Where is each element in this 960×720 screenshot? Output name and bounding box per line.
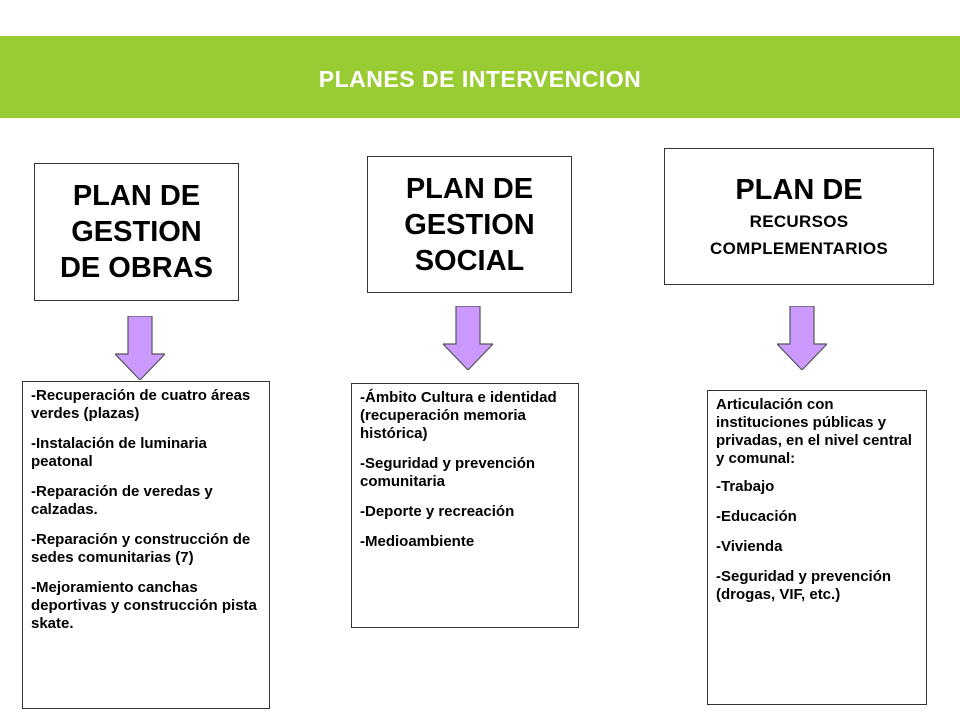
plan-subtitle-line: RECURSOS [749,211,849,231]
plan-title [60,178,213,286]
plan-title-line: GESTION [404,208,535,241]
plan-title [735,172,862,208]
plan-title [404,171,535,279]
list-item: -Seguridad y prevención (drogas, VIF, etc.) [716,568,892,603]
plan-box-obras [34,163,239,301]
page-title: PLANES DE INTERVENCION [318,65,642,92]
list-item: -Deporte y recreación [360,503,515,520]
plan-subtitle [710,208,888,262]
list-item: -Vivienda [716,538,783,555]
plan-box-recursos [664,148,934,285]
list-box-social [351,383,579,628]
list-item: -Seguridad y prevención comunitaria [360,455,536,490]
plan-title-line: PLAN DE [405,172,534,205]
plan-box-social [367,156,572,293]
plan-title-line: GESTION [71,216,202,248]
plan-title-line: SOCIAL [414,244,525,277]
list-item: -Ámbito Cultura e identidad (recuperación memoria histórica) [360,389,557,442]
down-arrow-icon [115,316,165,380]
list-box-recursos [707,390,927,705]
list-item: -Instalación de luminaria peatonal [31,435,207,470]
plan-title-line: PLAN DE [72,180,201,212]
list-item: -Mejoramiento canchas deportivas y construcción pista skate. [31,579,257,632]
list-item: -Recuperación de cuatro áreas verdes (plazas) [31,387,251,422]
plan-subtitle-line: COMPLEMENTARIOS [710,238,888,258]
list-item: -Medioambiente [360,533,475,550]
list-item: -Educación [716,508,797,525]
list-intro: Articulación con instituciones públicas y privadas, en el nivel central y comunal: [716,396,912,467]
plan-title-line: DE OBRAS [59,252,214,284]
plan-title-line: PLAN DE [735,173,863,206]
list-item: -Reparación y construcción de sedes comunitarias (7) [31,531,251,566]
down-arrow-icon [777,306,827,370]
down-arrow-icon [443,306,493,370]
list-item: -Reparación de veredas y calzadas. [31,483,213,518]
list-item: -Trabajo [716,478,775,495]
list-box-obras [22,381,270,709]
header-banner [0,36,960,118]
